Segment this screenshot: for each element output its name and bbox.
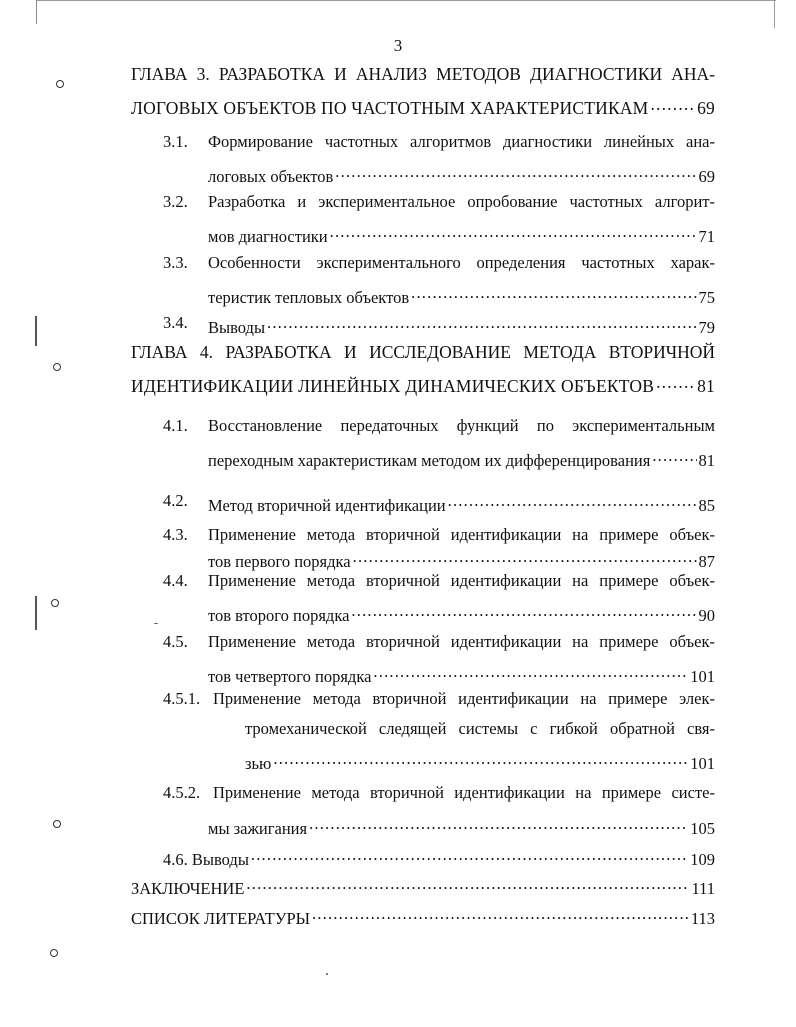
- toc-section-4-5-2-entry: [208, 814, 715, 839]
- toc-section-4-2-title: Метод вторичной идентификации: [208, 496, 446, 515]
- dot-leader: [351, 601, 696, 621]
- dot-leader: [251, 845, 688, 865]
- toc-section-4-4-entry: [208, 601, 715, 626]
- toc-page-ref: 81: [698, 451, 715, 470]
- toc-section-3-2-entry: [208, 222, 715, 247]
- toc-page-ref: 85: [698, 496, 715, 515]
- toc-chapter-4-title-line2: ИДЕНТИФИКАЦИИ ЛИНЕЙНЫХ ДИНАМИЧЕСКИХ ОБЪЕКТОВ: [131, 376, 655, 396]
- toc-section-number: 4.1.: [163, 416, 188, 435]
- toc-conclusion-title: ЗАКЛЮЧЕНИЕ: [131, 879, 245, 898]
- toc-page-ref: 111: [691, 879, 715, 898]
- toc-chapter-3-title-line1: ГЛАВА 3. РАЗРАБОТКА И АНАЛИЗ МЕТОДОВ ДИАГНОСТИКИ АНА-: [131, 64, 715, 84]
- toc-page-ref: 105: [690, 819, 715, 838]
- toc-page-ref: 69: [698, 167, 715, 186]
- dot-leader: [335, 162, 696, 182]
- dot-leader: [650, 94, 695, 114]
- toc-page-ref: 109: [690, 850, 715, 869]
- toc-references-entry: [131, 904, 715, 929]
- toc-section-4-1-line1: Восстановление передаточных функций по экспериментальным: [208, 416, 715, 435]
- toc-section-4-3-line1: Применение метода вторичной идентификации на примере объек-: [208, 525, 715, 544]
- dot-leader: [330, 222, 697, 242]
- toc-page-ref: 87: [698, 552, 715, 571]
- toc-section-4-5-1-line2: тромеханической следящей системы с гибкой обратной свя-: [245, 719, 715, 738]
- toc-section-3-2-line1: Разработка и экспериментальное опробование частотных алгорит-: [208, 192, 715, 211]
- toc-references-title: СПИСОК ЛИТЕРАТУРЫ: [131, 909, 311, 928]
- toc-section-3-1-line2: логовых объектов: [208, 167, 334, 186]
- scan-edge-left: [36, 0, 37, 24]
- toc-chapter-3-entry: [131, 94, 715, 118]
- toc-section-number: 4.5.2.: [163, 783, 201, 802]
- toc-section-3-3-line1: Особенности экспериментального определения частотных харак-: [208, 253, 715, 272]
- toc-section-number: 3.1.: [163, 132, 188, 151]
- toc-page-ref: 69: [697, 98, 715, 118]
- toc-section-4-5-2-line2: мы зажигания: [208, 819, 308, 838]
- punch-hole-mark: [50, 949, 58, 957]
- toc-section-number: 4.5.1.: [163, 689, 201, 708]
- scan-edge-right: [774, 0, 775, 28]
- toc-section-4-3-entry: [208, 547, 715, 572]
- toc-section-3-4-title: Выводы: [208, 318, 266, 337]
- toc-section-4-4-line1: Применение метода вторичной идентификации на примере объек-: [208, 571, 715, 590]
- toc-chapter-4-entry: [131, 372, 715, 396]
- punch-hole-mark: [53, 363, 61, 371]
- toc-section-4-5-line2: тов четвертого порядка: [208, 667, 372, 686]
- toc-section-4-5-line1: Применение метода вторичной идентификации на примере объек-: [208, 632, 715, 651]
- punch-hole-mark: [56, 80, 64, 88]
- toc-page-ref: 113: [690, 909, 715, 928]
- toc-section-4-4-line2: тов второго порядка: [208, 606, 350, 625]
- scan-edge-top: [36, 0, 776, 1]
- toc-page-ref: 90: [698, 606, 715, 625]
- toc-section-4-5-1-line3: зью: [245, 754, 272, 773]
- page-number: 3: [393, 36, 403, 55]
- toc-page-ref: 71: [698, 227, 715, 246]
- scan-mark: [35, 316, 37, 346]
- toc-section-number: 3.2.: [163, 192, 188, 211]
- dot-leader: [267, 313, 696, 333]
- toc-section-3-1-entry: [208, 162, 715, 187]
- dot-leader: [411, 283, 696, 303]
- punch-hole-mark: [53, 820, 61, 828]
- toc-page-ref: 81: [697, 376, 715, 396]
- toc-section-number: 4.2.: [163, 491, 188, 510]
- toc-section-4-2-entry: [208, 491, 715, 516]
- toc-section-3-4-entry: [208, 313, 715, 338]
- toc-section-4-1-entry: [208, 446, 715, 471]
- toc-section-4-5-entry: [208, 662, 715, 687]
- punch-hole-mark: [51, 599, 59, 607]
- dot-leader: [656, 372, 695, 392]
- dot-leader: [273, 749, 688, 769]
- dot-leader: [312, 904, 689, 924]
- dot-leader: [309, 814, 688, 834]
- toc-section-4-5-2-line1: Применение метода вторичной идентификации на примере систе-: [213, 783, 715, 802]
- dot-leader: [373, 662, 688, 682]
- toc-page-ref: 75: [698, 288, 715, 307]
- toc-page-ref: 79: [698, 318, 715, 337]
- toc-section-4-5-1-line1: Применение метода вторичной идентификации на примере элек-: [213, 689, 715, 708]
- toc-page-ref: 101: [690, 667, 715, 686]
- toc-chapter-4-title-line1: ГЛАВА 4. РАЗРАБОТКА И ИССЛЕДОВАНИЕ МЕТОДА ВТОРИЧНОЙ: [131, 342, 715, 362]
- dot-leader: [246, 874, 689, 894]
- toc-section-3-2-line2: мов диагностики: [208, 227, 328, 246]
- dot-leader: [353, 547, 697, 567]
- scan-speck: [326, 973, 328, 975]
- toc-chapter-3-title-line2: ЛОГОВЫХ ОБЪЕКТОВ ПО ЧАСТОТНЫМ ХАРАКТЕРИСТИКАМ: [131, 98, 649, 118]
- scan-speck: [154, 623, 158, 624]
- toc-section-3-3-line2: теристик тепловых объектов: [208, 288, 410, 307]
- toc-section-number: 3.4.: [163, 313, 188, 332]
- toc-page-ref: 101: [690, 754, 715, 773]
- toc-section-4-1-line2: переходным характеристикам методом их дифференцирования: [208, 451, 651, 470]
- scan-mark: [35, 596, 37, 630]
- dot-leader: [652, 446, 696, 466]
- toc-section-4-6-entry: [163, 845, 715, 870]
- toc-section-3-3-entry: [208, 283, 715, 308]
- toc-section-4-5-1-entry: [245, 749, 715, 774]
- toc-section-number: 4.3.: [163, 525, 188, 544]
- toc-conclusion-entry: [131, 874, 715, 899]
- toc-section-3-1-line1: Формирование частотных алгоритмов диагностики линейных ана-: [208, 132, 715, 151]
- toc-section-number: 3.3.: [163, 253, 188, 272]
- toc-section-4-3-line2: тов первого порядка: [208, 552, 351, 571]
- toc-section-4-6-title: 4.6. Выводы: [163, 850, 249, 869]
- toc-section-number: 4.5.: [163, 632, 188, 651]
- dot-leader: [448, 491, 697, 511]
- toc-section-number: 4.4.: [163, 571, 188, 590]
